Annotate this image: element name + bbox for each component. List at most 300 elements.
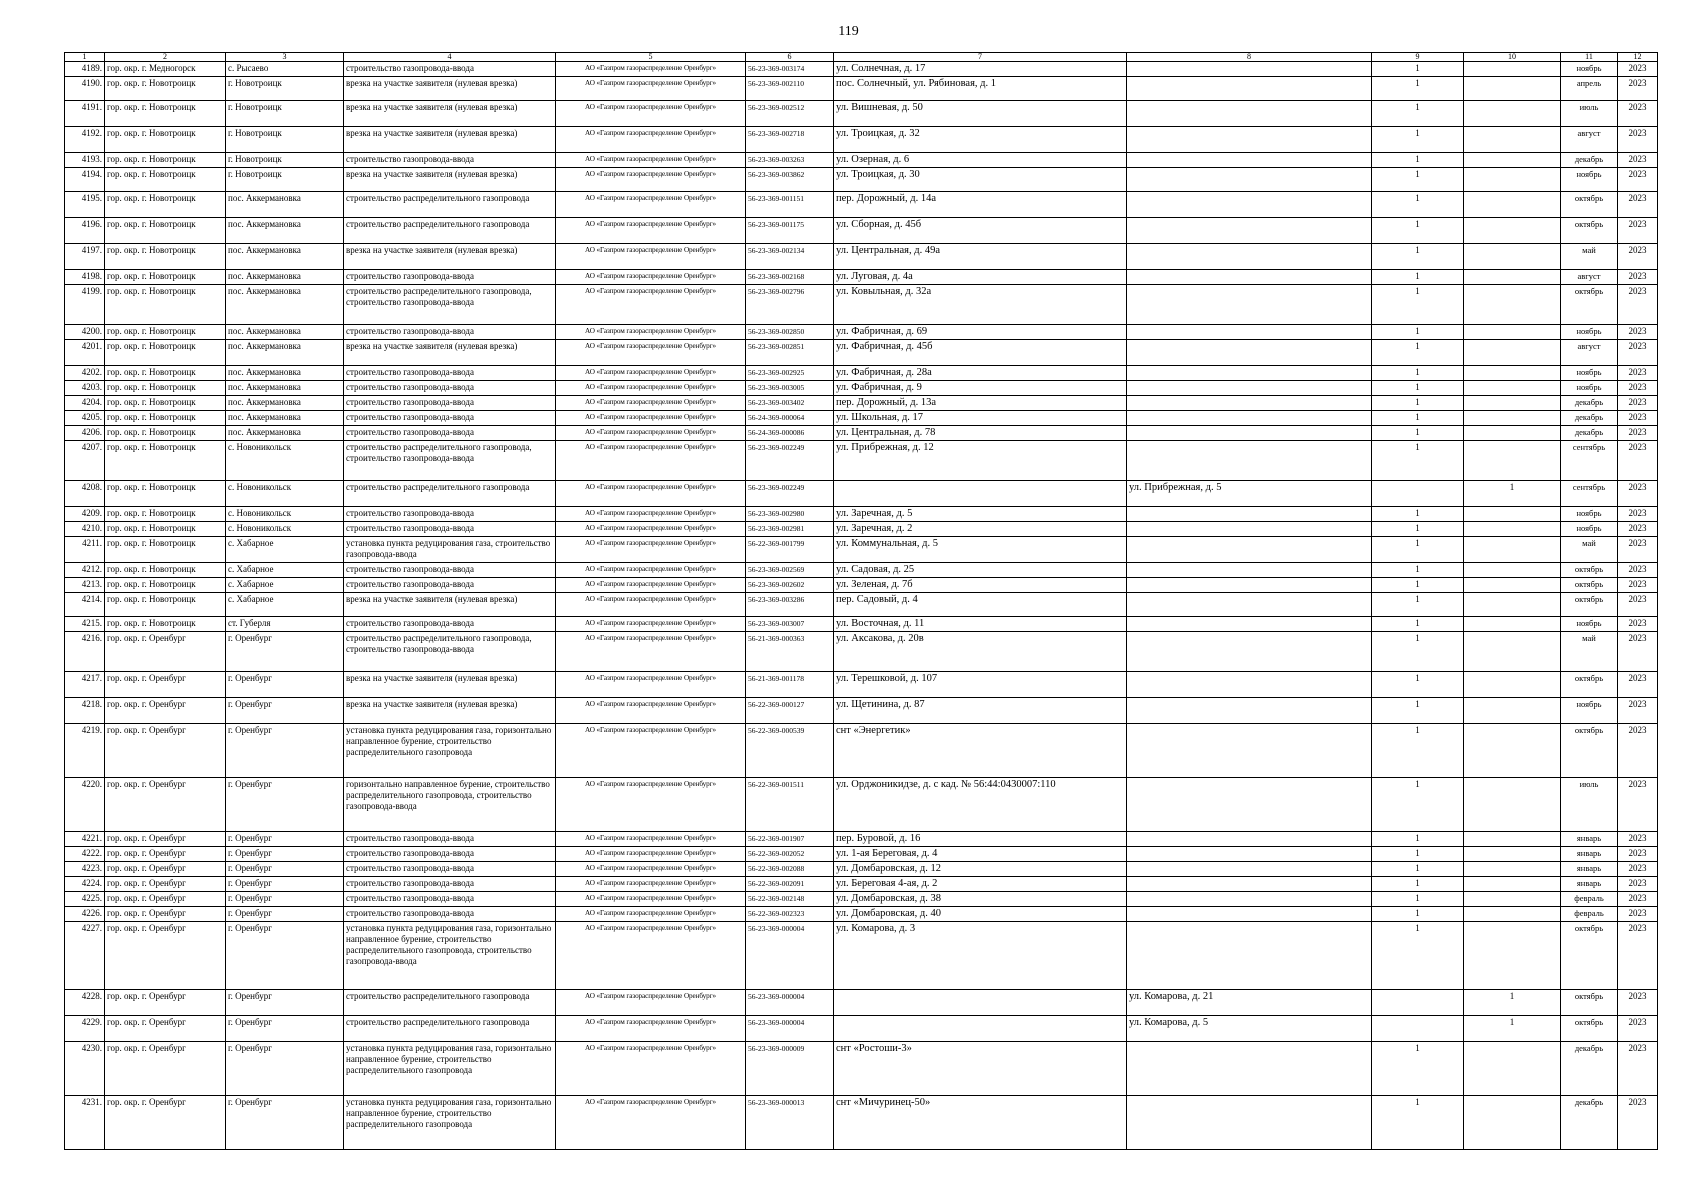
urban-district-cell: гор. окр. г. Оренбург — [105, 907, 226, 922]
table-row — [65, 192, 1658, 218]
column-number-header-row — [65, 53, 1658, 62]
address-col7-cell: ул. Фабричная, д. 45б — [834, 340, 1127, 366]
address-col7-cell: ул. Домбаровская, д. 38 — [834, 892, 1127, 907]
row-number-cell: 4200. — [65, 325, 105, 340]
application-number-cell: 56-23-369-002168 — [746, 270, 834, 285]
year-cell: 2023 — [1618, 778, 1658, 832]
application-number-cell: 56-23-369-002602 — [746, 578, 834, 593]
application-number-cell: 56-23-369-003005 — [746, 381, 834, 396]
row-number-cell: 4203. — [65, 381, 105, 396]
application-number-cell: 56-22-369-002148 — [746, 892, 834, 907]
work-type-cell: строительство распределительного газопровода, строительство газопровода-ввода — [344, 285, 556, 325]
quantity-col10-cell — [1464, 877, 1561, 892]
quantity-col9-cell: 1 — [1372, 441, 1464, 481]
year-cell: 2023 — [1618, 62, 1658, 77]
month-cell: октябрь — [1561, 672, 1618, 698]
month-cell: октябрь — [1561, 218, 1618, 244]
settlement-cell: с. Рысаево — [226, 62, 344, 77]
quantity-col9-cell: 1 — [1372, 724, 1464, 778]
settlement-cell: г. Оренбург — [226, 847, 344, 862]
work-type-cell: строительство газопровода-ввода — [344, 366, 556, 381]
year-cell: 2023 — [1618, 396, 1658, 411]
year-cell: 2023 — [1618, 325, 1658, 340]
year-cell: 2023 — [1618, 1096, 1658, 1150]
year-cell: 2023 — [1618, 698, 1658, 724]
application-number-cell: 56-21-369-001178 — [746, 672, 834, 698]
row-number-cell: 4213. — [65, 578, 105, 593]
organization-cell: АО «Газпром газораспределение Оренбург» — [556, 441, 746, 481]
year-cell: 2023 — [1618, 578, 1658, 593]
address-col7-cell: пос. Солнечный, ул. Рябиновая, д. 1 — [834, 77, 1127, 101]
work-type-cell: строительство газопровода-ввода — [344, 396, 556, 411]
column-header: 10 — [1464, 53, 1561, 62]
application-number-cell: 56-23-369-001151 — [746, 192, 834, 218]
organization-cell: АО «Газпром газораспределение Оренбург» — [556, 285, 746, 325]
row-number-cell: 4228. — [65, 990, 105, 1016]
quantity-col9-cell: 1 — [1372, 381, 1464, 396]
application-number-cell: 56-23-369-000009 — [746, 1042, 834, 1096]
organization-cell: АО «Газпром газораспределение Оренбург» — [556, 724, 746, 778]
quantity-col10-cell — [1464, 537, 1561, 563]
quantity-col10-cell — [1464, 1096, 1561, 1150]
organization-cell: АО «Газпром газораспределение Оренбург» — [556, 192, 746, 218]
settlement-cell: г. Оренбург — [226, 832, 344, 847]
table-row — [65, 426, 1658, 441]
quantity-col9-cell: 1 — [1372, 507, 1464, 522]
row-number-cell: 4226. — [65, 907, 105, 922]
address-col8-cell: ул. Комарова, д. 21 — [1127, 990, 1372, 1016]
quantity-col9-cell: 1 — [1372, 411, 1464, 426]
column-header: 2 — [105, 53, 226, 62]
organization-cell: АО «Газпром газораспределение Оренбург» — [556, 366, 746, 381]
organization-cell: АО «Газпром газораспределение Оренбург» — [556, 62, 746, 77]
organization-cell: АО «Газпром газораспределение Оренбург» — [556, 325, 746, 340]
row-number-cell: 4220. — [65, 778, 105, 832]
table-row — [65, 578, 1658, 593]
table-row — [65, 218, 1658, 244]
organization-cell: АО «Газпром газораспределение Оренбург» — [556, 153, 746, 168]
urban-district-cell: гор. окр. г. Новотроицк — [105, 77, 226, 101]
organization-cell: АО «Газпром газораспределение Оренбург» — [556, 244, 746, 270]
urban-district-cell: гор. окр. г. Новотроицк — [105, 244, 226, 270]
work-type-cell: врезка на участке заявителя (нулевая врезка) — [344, 77, 556, 101]
application-number-cell: 56-23-369-002512 — [746, 101, 834, 127]
organization-cell: АО «Газпром газораспределение Оренбург» — [556, 698, 746, 724]
urban-district-cell: гор. окр. г. Новотроицк — [105, 411, 226, 426]
settlement-cell: с. Новоникольск — [226, 522, 344, 537]
quantity-col9-cell: 1 — [1372, 778, 1464, 832]
address-col8-cell — [1127, 1096, 1372, 1150]
quantity-col10-cell — [1464, 441, 1561, 481]
table-row — [65, 672, 1658, 698]
work-type-cell: врезка на участке заявителя (нулевая врезка) — [344, 340, 556, 366]
urban-district-cell: гор. окр. г. Оренбург — [105, 724, 226, 778]
settlement-cell: г. Оренбург — [226, 1016, 344, 1042]
organization-cell: АО «Газпром газораспределение Оренбург» — [556, 168, 746, 192]
urban-district-cell: гор. окр. г. Новотроицк — [105, 426, 226, 441]
row-number-cell: 4205. — [65, 411, 105, 426]
table-row — [65, 441, 1658, 481]
month-cell: январь — [1561, 862, 1618, 877]
month-cell: февраль — [1561, 892, 1618, 907]
row-number-cell: 4196. — [65, 218, 105, 244]
row-number-cell: 4223. — [65, 862, 105, 877]
application-number-cell: 56-23-369-003402 — [746, 396, 834, 411]
settlement-cell: г. Оренбург — [226, 892, 344, 907]
quantity-col9-cell: 1 — [1372, 632, 1464, 672]
quantity-col10-cell — [1464, 381, 1561, 396]
month-cell: октябрь — [1561, 192, 1618, 218]
month-cell: ноябрь — [1561, 325, 1618, 340]
settlement-cell: г. Новотроицк — [226, 168, 344, 192]
urban-district-cell: гор. окр. г. Новотроицк — [105, 153, 226, 168]
address-col8-cell — [1127, 778, 1372, 832]
quantity-col10-cell: 1 — [1464, 481, 1561, 507]
column-header: 6 — [746, 53, 834, 62]
settlement-cell: пос. Аккермановка — [226, 325, 344, 340]
quantity-col10-cell — [1464, 593, 1561, 617]
year-cell: 2023 — [1618, 832, 1658, 847]
table-row — [65, 1096, 1658, 1150]
work-type-cell: установка пункта редуцирования газа, горизонтально направленное бурение, строительство распределительного газопровода — [344, 724, 556, 778]
urban-district-cell: гор. окр. г. Оренбург — [105, 892, 226, 907]
settlement-cell: г. Оренбург — [226, 698, 344, 724]
month-cell: ноябрь — [1561, 366, 1618, 381]
quantity-col9-cell: 1 — [1372, 578, 1464, 593]
organization-cell: АО «Газпром газораспределение Оренбург» — [556, 396, 746, 411]
quantity-col9-cell: 1 — [1372, 892, 1464, 907]
quantity-col10-cell — [1464, 168, 1561, 192]
settlement-cell: г. Оренбург — [226, 672, 344, 698]
application-number-cell: 56-23-369-002851 — [746, 340, 834, 366]
quantity-col10-cell — [1464, 411, 1561, 426]
work-type-cell: строительство газопровода-ввода — [344, 270, 556, 285]
settlement-cell: г. Новотроицк — [226, 153, 344, 168]
quantity-col10-cell — [1464, 62, 1561, 77]
table-row — [65, 507, 1658, 522]
month-cell: октябрь — [1561, 578, 1618, 593]
organization-cell: АО «Газпром газораспределение Оренбург» — [556, 127, 746, 153]
month-cell: ноябрь — [1561, 168, 1618, 192]
address-col7-cell: снт «Энергетик» — [834, 724, 1127, 778]
urban-district-cell: гор. окр. г. Новотроицк — [105, 218, 226, 244]
column-header: 7 — [834, 53, 1127, 62]
quantity-col10-cell — [1464, 325, 1561, 340]
row-number-cell: 4217. — [65, 672, 105, 698]
application-number-cell: 56-23-369-001175 — [746, 218, 834, 244]
address-col8-cell — [1127, 325, 1372, 340]
column-header: 4 — [344, 53, 556, 62]
row-number-cell: 4207. — [65, 441, 105, 481]
work-type-cell: установка пункта редуцирования газа, горизонтально направленное бурение, строительство распределительного газопровода, строительство газопровода-ввода — [344, 922, 556, 990]
table-row — [65, 563, 1658, 578]
row-number-cell: 4206. — [65, 426, 105, 441]
organization-cell: АО «Газпром газораспределение Оренбург» — [556, 672, 746, 698]
work-type-cell: врезка на участке заявителя (нулевая врезка) — [344, 672, 556, 698]
address-col7-cell: пер. Дорожный, д. 14а — [834, 192, 1127, 218]
application-number-cell: 56-23-369-002850 — [746, 325, 834, 340]
settlement-cell: г. Оренбург — [226, 877, 344, 892]
work-type-cell: строительство газопровода-ввода — [344, 563, 556, 578]
month-cell: ноябрь — [1561, 698, 1618, 724]
table-row — [65, 77, 1658, 101]
year-cell: 2023 — [1618, 922, 1658, 990]
work-type-cell: врезка на участке заявителя (нулевая врезка) — [344, 127, 556, 153]
table-row — [65, 832, 1658, 847]
quantity-col9-cell: 1 — [1372, 168, 1464, 192]
address-col8-cell — [1127, 593, 1372, 617]
address-col8-cell — [1127, 244, 1372, 270]
row-number-cell: 4190. — [65, 77, 105, 101]
work-type-cell: строительство газопровода-ввода — [344, 892, 556, 907]
settlement-cell: г. Новотроицк — [226, 101, 344, 127]
urban-district-cell: гор. окр. г. Оренбург — [105, 847, 226, 862]
address-col7-cell: ул. Фабричная, д. 9 — [834, 381, 1127, 396]
year-cell: 2023 — [1618, 285, 1658, 325]
table-row — [65, 270, 1658, 285]
table-row — [65, 244, 1658, 270]
quantity-col9-cell: 1 — [1372, 537, 1464, 563]
address-col8-cell — [1127, 411, 1372, 426]
table-row — [65, 168, 1658, 192]
quantity-col9-cell: 1 — [1372, 593, 1464, 617]
work-type-cell: строительство газопровода-ввода — [344, 507, 556, 522]
urban-district-cell: гор. окр. г. Новотроицк — [105, 101, 226, 127]
year-cell: 2023 — [1618, 1016, 1658, 1042]
address-col7-cell: ул. Зеленая, д. 7б — [834, 578, 1127, 593]
month-cell: декабрь — [1561, 1042, 1618, 1096]
work-type-cell: строительство газопровода-ввода — [344, 847, 556, 862]
year-cell: 2023 — [1618, 522, 1658, 537]
address-col7-cell: пер. Буровой, д. 16 — [834, 832, 1127, 847]
table-row — [65, 537, 1658, 563]
address-col8-cell — [1127, 724, 1372, 778]
table-row — [65, 698, 1658, 724]
table-row — [65, 990, 1658, 1016]
application-number-cell: 56-22-369-000539 — [746, 724, 834, 778]
gasification-registry-table — [64, 52, 1658, 1150]
table-row — [65, 481, 1658, 507]
quantity-col9-cell: 1 — [1372, 101, 1464, 127]
address-col7-cell: ул. Школьная, д. 17 — [834, 411, 1127, 426]
year-cell: 2023 — [1618, 426, 1658, 441]
quantity-col9-cell: 1 — [1372, 325, 1464, 340]
urban-district-cell: гор. окр. г. Новотроицк — [105, 481, 226, 507]
table-row — [65, 778, 1658, 832]
work-type-cell: строительство газопровода-ввода — [344, 411, 556, 426]
quantity-col10-cell — [1464, 907, 1561, 922]
settlement-cell: г. Новотроицк — [226, 77, 344, 101]
quantity-col9-cell: 1 — [1372, 563, 1464, 578]
year-cell: 2023 — [1618, 907, 1658, 922]
table-row — [65, 862, 1658, 877]
table-row — [65, 325, 1658, 340]
quantity-col9-cell: 1 — [1372, 218, 1464, 244]
row-number-cell: 4229. — [65, 1016, 105, 1042]
application-number-cell: 56-23-369-002718 — [746, 127, 834, 153]
address-col8-cell — [1127, 537, 1372, 563]
organization-cell: АО «Газпром газораспределение Оренбург» — [556, 862, 746, 877]
month-cell: июль — [1561, 101, 1618, 127]
application-number-cell: 56-22-369-001511 — [746, 778, 834, 832]
address-col7-cell: ул. Аксакова, д. 20в — [834, 632, 1127, 672]
quantity-col9-cell: 1 — [1372, 62, 1464, 77]
work-type-cell: строительство газопровода-ввода — [344, 617, 556, 632]
quantity-col10-cell — [1464, 724, 1561, 778]
urban-district-cell: гор. окр. г. Новотроицк — [105, 396, 226, 411]
year-cell: 2023 — [1618, 847, 1658, 862]
address-col8-cell — [1127, 563, 1372, 578]
organization-cell: АО «Газпром газораспределение Оренбург» — [556, 877, 746, 892]
urban-district-cell: гор. окр. г. Новотроицк — [105, 325, 226, 340]
quantity-col10-cell — [1464, 218, 1561, 244]
quantity-col9-cell: 1 — [1372, 396, 1464, 411]
address-col8-cell — [1127, 907, 1372, 922]
address-col7-cell: ул. Центральная, д. 49а — [834, 244, 1127, 270]
month-cell: октябрь — [1561, 990, 1618, 1016]
month-cell: февраль — [1561, 907, 1618, 922]
year-cell: 2023 — [1618, 632, 1658, 672]
application-number-cell: 56-23-369-003862 — [746, 168, 834, 192]
table-row — [65, 632, 1658, 672]
application-number-cell: 56-24-369-000086 — [746, 426, 834, 441]
address-col7-cell: ул. Троицкая, д. 30 — [834, 168, 1127, 192]
address-col7-cell: ул. Солнечная, д. 17 — [834, 62, 1127, 77]
settlement-cell: г. Оренбург — [226, 922, 344, 990]
row-number-cell: 4211. — [65, 537, 105, 563]
urban-district-cell: гор. окр. г. Оренбург — [105, 778, 226, 832]
address-col7-cell: ул. Озерная, д. 6 — [834, 153, 1127, 168]
quantity-col9-cell: 1 — [1372, 862, 1464, 877]
quantity-col10-cell — [1464, 366, 1561, 381]
urban-district-cell: гор. окр. г. Оренбург — [105, 922, 226, 990]
quantity-col10-cell — [1464, 340, 1561, 366]
organization-cell: АО «Газпром газораспределение Оренбург» — [556, 381, 746, 396]
address-col7-cell: пер. Дорожный, д. 13а — [834, 396, 1127, 411]
month-cell: август — [1561, 340, 1618, 366]
year-cell: 2023 — [1618, 507, 1658, 522]
year-cell: 2023 — [1618, 77, 1658, 101]
address-col8-cell — [1127, 862, 1372, 877]
urban-district-cell: гор. окр. г. Новотроицк — [105, 381, 226, 396]
year-cell: 2023 — [1618, 441, 1658, 481]
settlement-cell: с. Хабарное — [226, 563, 344, 578]
organization-cell: АО «Газпром газораспределение Оренбург» — [556, 270, 746, 285]
address-col7-cell: ул. Троицкая, д. 32 — [834, 127, 1127, 153]
table-row — [65, 892, 1658, 907]
year-cell: 2023 — [1618, 101, 1658, 127]
month-cell: ноябрь — [1561, 507, 1618, 522]
column-header: 8 — [1127, 53, 1372, 62]
column-header: 5 — [556, 53, 746, 62]
row-number-cell: 4208. — [65, 481, 105, 507]
application-number-cell: 56-23-369-000004 — [746, 990, 834, 1016]
month-cell: октябрь — [1561, 563, 1618, 578]
work-type-cell: строительство газопровода-ввода — [344, 426, 556, 441]
table-row — [65, 877, 1658, 892]
work-type-cell: строительство газопровода-ввода — [344, 907, 556, 922]
quantity-col10-cell — [1464, 847, 1561, 862]
row-number-cell: 4214. — [65, 593, 105, 617]
table-row — [65, 522, 1658, 537]
quantity-col10-cell — [1464, 672, 1561, 698]
organization-cell: АО «Газпром газораспределение Оренбург» — [556, 847, 746, 862]
table-row — [65, 593, 1658, 617]
work-type-cell: строительство распределительного газопровода — [344, 192, 556, 218]
year-cell: 2023 — [1618, 411, 1658, 426]
page-number: 119 — [838, 24, 859, 39]
address-col8-cell — [1127, 396, 1372, 411]
organization-cell: АО «Газпром газораспределение Оренбург» — [556, 632, 746, 672]
year-cell: 2023 — [1618, 366, 1658, 381]
urban-district-cell: гор. окр. г. Оренбург — [105, 1016, 226, 1042]
quantity-col10-cell — [1464, 77, 1561, 101]
row-number-cell: 4221. — [65, 832, 105, 847]
quantity-col9-cell: 1 — [1372, 847, 1464, 862]
urban-district-cell: гор. окр. г. Новотроицк — [105, 366, 226, 381]
address-col7-cell: ул. Домбаровская, д. 12 — [834, 862, 1127, 877]
quantity-col9-cell: 1 — [1372, 1096, 1464, 1150]
work-type-cell: врезка на участке заявителя (нулевая врезка) — [344, 593, 556, 617]
settlement-cell: г. Оренбург — [226, 778, 344, 832]
year-cell: 2023 — [1618, 244, 1658, 270]
row-number-cell: 4192. — [65, 127, 105, 153]
quantity-col10-cell — [1464, 563, 1561, 578]
address-col7-cell: снт «Ростоши-3» — [834, 1042, 1127, 1096]
urban-district-cell: гор. окр. г. Новотроицк — [105, 192, 226, 218]
organization-cell: АО «Газпром газораспределение Оренбург» — [556, 593, 746, 617]
address-col8-cell — [1127, 698, 1372, 724]
year-cell: 2023 — [1618, 1042, 1658, 1096]
quantity-col10-cell — [1464, 778, 1561, 832]
application-number-cell: 56-21-369-000363 — [746, 632, 834, 672]
month-cell: ноябрь — [1561, 522, 1618, 537]
application-number-cell: 56-22-369-002088 — [746, 862, 834, 877]
work-type-cell: строительство распределительного газопровода, строительство газопровода-ввода — [344, 441, 556, 481]
work-type-cell: строительство газопровода-ввода — [344, 153, 556, 168]
row-number-cell: 4230. — [65, 1042, 105, 1096]
row-number-cell: 4201. — [65, 340, 105, 366]
month-cell: октябрь — [1561, 724, 1618, 778]
organization-cell: АО «Газпром газораспределение Оренбург» — [556, 990, 746, 1016]
address-col7-cell: ул. Заречная, д. 5 — [834, 507, 1127, 522]
month-cell: май — [1561, 537, 1618, 563]
row-number-cell: 4198. — [65, 270, 105, 285]
settlement-cell: г. Новотроицк — [226, 127, 344, 153]
column-header: 12 — [1618, 53, 1658, 62]
month-cell: октябрь — [1561, 922, 1618, 990]
urban-district-cell: гор. окр. г. Новотроицк — [105, 537, 226, 563]
year-cell: 2023 — [1618, 563, 1658, 578]
year-cell: 2023 — [1618, 481, 1658, 507]
quantity-col9-cell: 1 — [1372, 1042, 1464, 1096]
quantity-col9-cell — [1372, 990, 1464, 1016]
address-col8-cell — [1127, 270, 1372, 285]
settlement-cell: с. Новоникольск — [226, 441, 344, 481]
month-cell: октябрь — [1561, 1016, 1618, 1042]
row-number-cell: 4193. — [65, 153, 105, 168]
address-col8-cell — [1127, 285, 1372, 325]
address-col8-cell — [1127, 832, 1372, 847]
organization-cell: АО «Газпром газораспределение Оренбург» — [556, 892, 746, 907]
settlement-cell: с. Новоникольск — [226, 507, 344, 522]
row-number-cell: 4209. — [65, 507, 105, 522]
work-type-cell: горизонтально направленное бурение, строительство распределительного газопровода, строительство газопровода-ввода — [344, 778, 556, 832]
quantity-col9-cell: 1 — [1372, 285, 1464, 325]
application-number-cell: 56-23-369-002134 — [746, 244, 834, 270]
organization-cell: АО «Газпром газораспределение Оренбург» — [556, 340, 746, 366]
quantity-col10-cell — [1464, 270, 1561, 285]
